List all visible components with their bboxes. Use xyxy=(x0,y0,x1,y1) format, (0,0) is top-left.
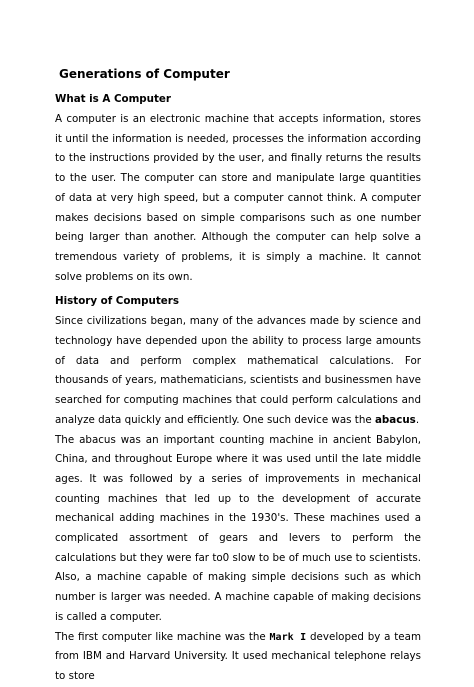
paragraph-text: . xyxy=(415,413,420,426)
paragraph xyxy=(55,628,421,687)
paragraph: A computer is an electronic machine that accepts information, stores it until the information is needed, processes the information according to the instructions provided by the user, and finally returns the results to the user. The computer can store and manipulate large quantities of data at very high speed, but a computer cannot think. A computer makes decisions based on simple comparisons such as one number being larger than another. Although the computer can help solve a tremendous variety of problems, it is simply a machine. It cannot solve problems on its own. xyxy=(55,113,421,283)
section-history-of-computers xyxy=(55,294,421,686)
section-heading: What is A Computer xyxy=(55,93,171,105)
section-what-is-a-computer xyxy=(55,92,421,287)
paragraph-text: developed by a team from IBM and Harvard University. It used mechanical telephone relays to store xyxy=(55,630,421,682)
section-gap xyxy=(55,287,421,294)
section-heading: History of Computers xyxy=(55,295,179,308)
document-content xyxy=(55,64,421,687)
emphasized-term: Mark I xyxy=(269,631,307,643)
page-title: Generations of Computer xyxy=(59,67,230,81)
emphasized-term: abacus xyxy=(374,413,416,426)
paragraph: The abacus was an important counting machine in ancient Babylon, China, and throughout Europe where it was used until the late middle ages. It was followed by a series of improvements in mechanical counting machines that led up to the development of accurate mechanical adding machines in the 1930's. These machines used a complicated assortment of gears and levers to perform the calculations but they were far to0 slow to be of much use to scientists. Also, a machine capable of making simple decisions such as which number is larger was needed. A machine capable of making decisions is called a computer. xyxy=(55,433,421,623)
paragraph-text: The first computer like machine was the xyxy=(55,630,270,643)
paragraph xyxy=(55,312,421,430)
paragraph-text: Since civilizations began, many of the advances made by science and technology have depended upon the ability to process large amounts of data and perform complex mathematical calculations. For thousands of years, mathematicians, scientists and businessmen have searched for computing machines that could perform calculations and analyze data quickly and efficiently. One such device was the xyxy=(55,315,421,426)
